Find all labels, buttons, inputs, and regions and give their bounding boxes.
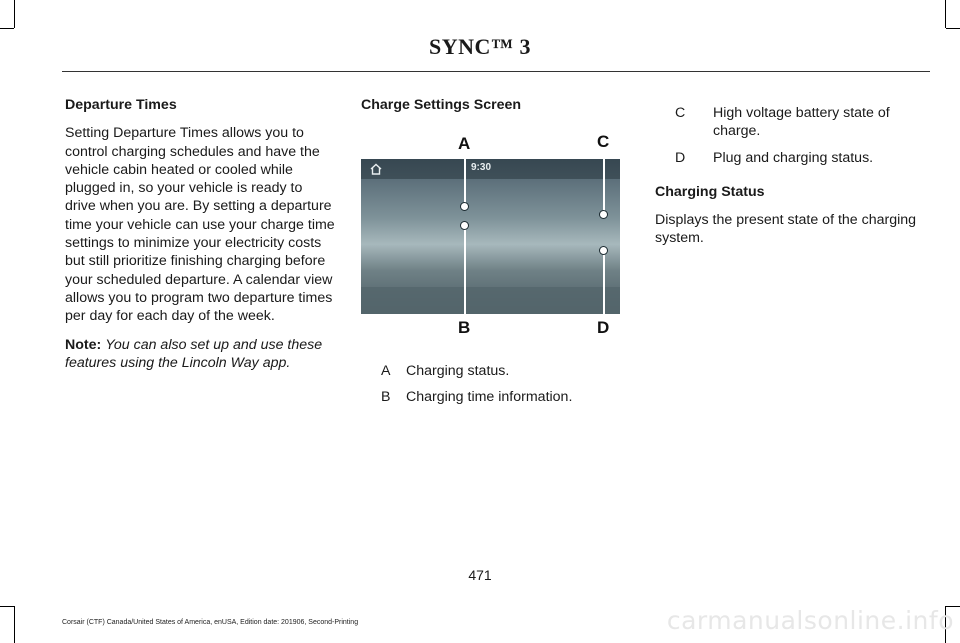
callout-label-d: D bbox=[597, 318, 610, 337]
legend-key: A bbox=[381, 363, 391, 379]
callout-dot-b bbox=[460, 221, 469, 230]
charge-settings-screen-image bbox=[361, 159, 620, 314]
section-heading-departure-times: Departure Times bbox=[65, 97, 177, 113]
footer-edition-info: Corsair (CTF) Canada/United States of America, enUSA, Edition date: 201906, Second-Printing bbox=[62, 619, 359, 626]
callout-label-b: B bbox=[458, 318, 471, 337]
legend-item bbox=[361, 362, 623, 380]
figure-legend-ab bbox=[361, 362, 623, 415]
legend-text: Charging time information. bbox=[406, 389, 573, 406]
page-number: 471 bbox=[468, 567, 492, 583]
legend-item bbox=[361, 388, 623, 406]
callout-dot-a bbox=[460, 202, 469, 211]
charge-settings-screen-figure bbox=[361, 124, 620, 342]
charging-status-body: Displays the present state of the charging system. bbox=[655, 212, 917, 247]
departure-times-body: Setting Departure Times allows you to control charging schedules and have the vehicle cabin heated or cooled while plugged in, so your vehicle is ready to drive when you are. By setting a departure time your vehicle can use your charge time settings to minimize your electricity costs but still prioritize finishing charging before your scheduled departure. A calendar view allows you to program two departure times per day for each day of the week. bbox=[65, 125, 335, 325]
callout-line-c bbox=[603, 155, 605, 213]
crop-mark-bottom-left-v bbox=[14, 606, 15, 643]
callout-line-b bbox=[464, 228, 466, 317]
note-label: Note: bbox=[65, 336, 102, 353]
column-charge-settings bbox=[361, 96, 623, 124]
callout-dot-d bbox=[599, 246, 608, 255]
callout-label-a: A bbox=[458, 134, 471, 153]
page-header-title: SYNC™ 3 bbox=[429, 34, 531, 59]
crop-mark-bottom-left-h bbox=[0, 606, 14, 607]
crop-mark-top-right-v bbox=[945, 0, 946, 28]
column-departure-times bbox=[65, 96, 337, 382]
callout-line-a bbox=[464, 157, 466, 205]
callout-line-d bbox=[603, 253, 605, 317]
legend-text: High voltage battery state of charge. bbox=[713, 105, 890, 140]
crop-mark-top-left-v bbox=[14, 0, 15, 28]
crop-mark-top-left-h bbox=[0, 28, 14, 29]
legend-key: C bbox=[675, 105, 686, 121]
crop-mark-top-right-h bbox=[946, 28, 960, 29]
note-text: You can also set up and use these features using the Lincoln Way app. bbox=[65, 336, 323, 371]
legend-item bbox=[655, 149, 923, 167]
screen-clock: 9:30 bbox=[471, 162, 492, 173]
home-icon bbox=[369, 162, 383, 176]
screen-bottom-band bbox=[361, 287, 620, 314]
watermark: carmanualsonline.info bbox=[666, 606, 954, 635]
legend-key: D bbox=[675, 149, 686, 166]
legend-item bbox=[655, 104, 923, 141]
callout-dot-c bbox=[599, 210, 608, 219]
screen-status-bar bbox=[361, 159, 620, 179]
legend-text: Charging status. bbox=[406, 363, 510, 379]
header-rule bbox=[62, 71, 930, 72]
note bbox=[65, 336, 337, 373]
legend-text: Plug and charging status. bbox=[713, 149, 874, 166]
callout-label-c: C bbox=[597, 132, 610, 151]
column-charging-status bbox=[655, 104, 923, 258]
section-heading-charge-settings: Charge Settings Screen bbox=[361, 97, 522, 113]
section-heading-charging-status: Charging Status bbox=[655, 183, 765, 200]
legend-key: B bbox=[381, 389, 391, 406]
